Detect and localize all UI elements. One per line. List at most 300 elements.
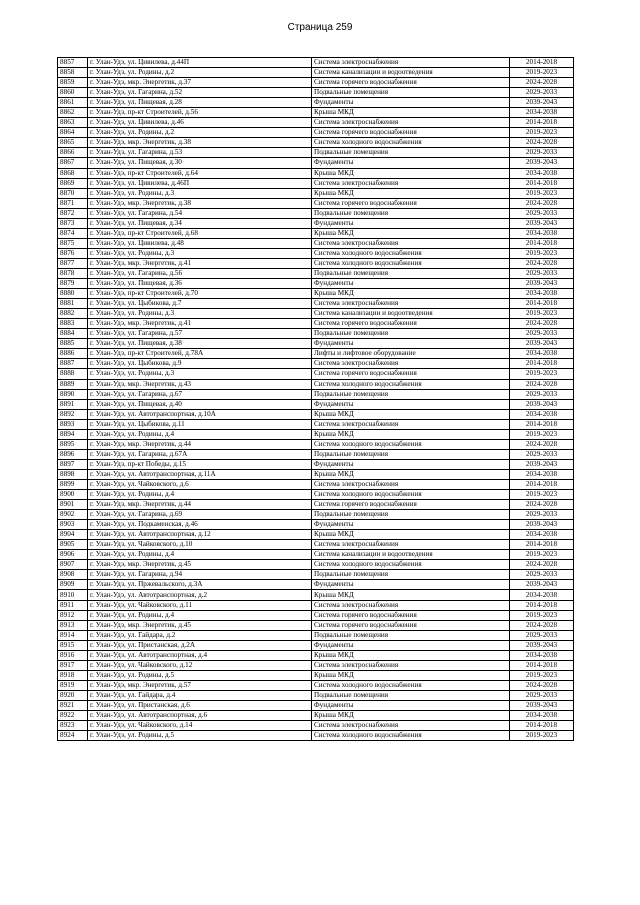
address-cell: г. Улан-Удэ, ул. Пищевая, д.38: [88, 339, 312, 349]
address-cell: г. Улан-Удэ, ул. Чайковского, д.10: [88, 540, 312, 550]
period-cell: 2019-2023: [510, 550, 574, 560]
row-number-cell: 8900: [58, 490, 88, 500]
row-number-cell: 8863: [58, 118, 88, 128]
period-cell: 2014-2018: [510, 299, 574, 309]
system-cell: Подвальные помещения: [312, 389, 510, 399]
table-row: [58, 359, 574, 369]
table-row: [58, 309, 574, 319]
table-row: [58, 620, 574, 630]
row-number-cell: 8903: [58, 520, 88, 530]
period-cell: 2024-2028: [510, 560, 574, 570]
table-row: [58, 670, 574, 680]
period-cell: 2014-2018: [510, 58, 574, 68]
address-cell: г. Улан-Удэ, ул. Родины, д.5: [88, 670, 312, 680]
table-row: [58, 329, 574, 339]
row-number-cell: 8914: [58, 630, 88, 640]
address-cell: г. Улан-Удэ, ул. Родины, д.5: [88, 731, 312, 741]
address-cell: г. Улан-Удэ, ул. Родины, д.4: [88, 550, 312, 560]
period-cell: 2034-2038: [510, 289, 574, 299]
row-number-cell: 8877: [58, 258, 88, 268]
address-cell: г. Улан-Удэ, ул. Пищевая, д.30: [88, 158, 312, 168]
table-row: [58, 349, 574, 359]
period-cell: 2024-2028: [510, 620, 574, 630]
row-number-cell: 8906: [58, 550, 88, 560]
address-cell: г. Улан-Удэ, ул. Чайковского, д.6: [88, 479, 312, 489]
row-number-cell: 8882: [58, 309, 88, 319]
row-number-cell: 8908: [58, 570, 88, 580]
period-cell: 2039-2043: [510, 701, 574, 711]
row-number-cell: 8910: [58, 590, 88, 600]
address-cell: г. Улан-Удэ, мкр. Энергетик, д.45: [88, 560, 312, 570]
period-cell: 2029-2033: [510, 208, 574, 218]
period-cell: 2034-2038: [510, 650, 574, 660]
table-row: [58, 68, 574, 78]
period-cell: 2014-2018: [510, 540, 574, 550]
table-row: [58, 630, 574, 640]
system-cell: Система электроснабжения: [312, 299, 510, 309]
table-row: [58, 78, 574, 88]
system-cell: Подвальные помещения: [312, 208, 510, 218]
row-number-cell: 8857: [58, 58, 88, 68]
system-cell: Фундаменты: [312, 640, 510, 650]
system-cell: Система горячего водоснабжения: [312, 128, 510, 138]
period-cell: 2034-2038: [510, 108, 574, 118]
period-cell: 2039-2043: [510, 459, 574, 469]
table-row: [58, 148, 574, 158]
table-row: [58, 248, 574, 258]
table-row: [58, 680, 574, 690]
row-number-cell: 8867: [58, 158, 88, 168]
period-cell: 2029-2033: [510, 148, 574, 158]
system-cell: Фундаменты: [312, 520, 510, 530]
row-number-cell: 8859: [58, 78, 88, 88]
period-cell: 2014-2018: [510, 600, 574, 610]
table-row: [58, 429, 574, 439]
system-cell: Система электроснабжения: [312, 238, 510, 248]
system-cell: Фундаменты: [312, 158, 510, 168]
system-cell: Система канализации и водоотведения: [312, 550, 510, 560]
period-cell: 2029-2033: [510, 690, 574, 700]
period-cell: 2034-2038: [510, 228, 574, 238]
row-number-cell: 8889: [58, 379, 88, 389]
period-cell: 2034-2038: [510, 590, 574, 600]
address-cell: г. Улан-Удэ, мкр. Энергетик, д.38: [88, 138, 312, 148]
table-row: [58, 701, 574, 711]
address-cell: г. Улан-Удэ, ул. Родины, д.3: [88, 309, 312, 319]
period-cell: 2029-2033: [510, 389, 574, 399]
system-cell: Система электроснабжения: [312, 721, 510, 731]
table-row: [58, 660, 574, 670]
table-row: [58, 178, 574, 188]
period-cell: 2029-2033: [510, 268, 574, 278]
period-cell: 2034-2038: [510, 168, 574, 178]
table-row: [58, 299, 574, 309]
period-cell: 2039-2043: [510, 279, 574, 289]
period-cell: 2024-2028: [510, 138, 574, 148]
address-cell: г. Улан-Удэ, ул. Пищевая, д.28: [88, 98, 312, 108]
system-cell: Крыша МКД: [312, 429, 510, 439]
system-cell: Подвальные помещения: [312, 329, 510, 339]
system-cell: Подвальные помещения: [312, 690, 510, 700]
system-cell: Система электроснабжения: [312, 419, 510, 429]
address-cell: г. Улан-Удэ, ул. Пристанская, д.6: [88, 701, 312, 711]
period-cell: 2029-2033: [510, 630, 574, 640]
system-cell: Система горячего водоснабжения: [312, 369, 510, 379]
period-cell: 2019-2023: [510, 128, 574, 138]
row-number-cell: 8888: [58, 369, 88, 379]
address-cell: г. Улан-Удэ, ул. Чайковского, д.12: [88, 660, 312, 670]
row-number-cell: 8891: [58, 399, 88, 409]
period-cell: 2039-2043: [510, 640, 574, 650]
row-number-cell: 8890: [58, 389, 88, 399]
system-cell: Подвальные помещения: [312, 630, 510, 640]
table-row: [58, 731, 574, 741]
system-cell: Система холодного водоснабжения: [312, 379, 510, 389]
row-number-cell: 8897: [58, 459, 88, 469]
row-number-cell: 8872: [58, 208, 88, 218]
address-cell: г. Улан-Удэ, ул. Гагарина, д.69: [88, 510, 312, 520]
table-row: [58, 258, 574, 268]
row-number-cell: 8884: [58, 329, 88, 339]
period-cell: 2019-2023: [510, 188, 574, 198]
period-cell: 2039-2043: [510, 580, 574, 590]
row-number-cell: 8921: [58, 701, 88, 711]
address-cell: г. Улан-Удэ, ул. Автотранспортная, д.4: [88, 650, 312, 660]
system-cell: Система электроснабжения: [312, 540, 510, 550]
table-row: [58, 379, 574, 389]
period-cell: 2029-2033: [510, 329, 574, 339]
table-row: [58, 319, 574, 329]
row-number-cell: 8864: [58, 128, 88, 138]
row-number-cell: 8895: [58, 439, 88, 449]
row-number-cell: 8920: [58, 690, 88, 700]
row-number-cell: 8874: [58, 228, 88, 238]
row-number-cell: 8881: [58, 299, 88, 309]
address-cell: г. Улан-Удэ, ул. Гагарина, д.67: [88, 389, 312, 399]
period-cell: 2029-2033: [510, 510, 574, 520]
address-cell: г. Улан-Удэ, пр-кт Победы, д.15: [88, 459, 312, 469]
table-row: [58, 610, 574, 620]
table-row: [58, 108, 574, 118]
address-cell: г. Улан-Удэ, ул. Родины, д.3: [88, 188, 312, 198]
row-number-cell: 8862: [58, 108, 88, 118]
period-cell: 2024-2028: [510, 198, 574, 208]
system-cell: Крыша МКД: [312, 409, 510, 419]
period-cell: 2029-2033: [510, 88, 574, 98]
row-number-cell: 8909: [58, 580, 88, 590]
row-number-cell: 8912: [58, 610, 88, 620]
period-cell: 2024-2028: [510, 78, 574, 88]
row-number-cell: 8883: [58, 319, 88, 329]
period-cell: 2034-2038: [510, 711, 574, 721]
address-cell: г. Улан-Удэ, ул. Пищевая, д.40: [88, 399, 312, 409]
table-row: [58, 510, 574, 520]
system-cell: Лифты и лифтовое оборудование: [312, 349, 510, 359]
system-cell: Фундаменты: [312, 399, 510, 409]
row-number-cell: 8861: [58, 98, 88, 108]
period-cell: 2034-2038: [510, 469, 574, 479]
row-number-cell: 8917: [58, 660, 88, 670]
system-cell: Система холодного водоснабжения: [312, 731, 510, 741]
address-cell: г. Улан-Удэ, ул. Пищевая, д.36: [88, 279, 312, 289]
table-row: [58, 500, 574, 510]
system-cell: Система электроснабжения: [312, 58, 510, 68]
address-cell: г. Улан-Удэ, ул. Гагарина, д.54: [88, 208, 312, 218]
row-number-cell: 8894: [58, 429, 88, 439]
address-cell: г. Улан-Удэ, ул. Гагарина, д.57: [88, 329, 312, 339]
address-cell: г. Улан-Удэ, ул. Родины, д.3: [88, 248, 312, 258]
system-cell: Система холодного водоснабжения: [312, 560, 510, 570]
system-cell: Крыша МКД: [312, 711, 510, 721]
system-cell: Фундаменты: [312, 701, 510, 711]
system-cell: Система горячего водоснабжения: [312, 610, 510, 620]
period-cell: 2024-2028: [510, 680, 574, 690]
period-cell: 2019-2023: [510, 670, 574, 680]
table-row: [58, 138, 574, 148]
row-number-cell: 8886: [58, 349, 88, 359]
period-cell: 2019-2023: [510, 309, 574, 319]
table-row: [58, 399, 574, 409]
table-row: [58, 580, 574, 590]
row-number-cell: 8899: [58, 479, 88, 489]
table-row: [58, 550, 574, 560]
address-cell: г. Улан-Удэ, мкр. Энергетик, д.41: [88, 258, 312, 268]
address-cell: г. Улан-Удэ, ул. Родины, д.2: [88, 128, 312, 138]
period-cell: 2039-2043: [510, 98, 574, 108]
address-cell: г. Улан-Удэ, ул. Родины, д.4: [88, 610, 312, 620]
row-number-cell: 8865: [58, 138, 88, 148]
row-number-cell: 8919: [58, 680, 88, 690]
row-number-cell: 8915: [58, 640, 88, 650]
address-cell: г. Улан-Удэ, мкр. Энергетик, д.43: [88, 379, 312, 389]
row-number-cell: 8875: [58, 238, 88, 248]
period-cell: 2014-2018: [510, 721, 574, 731]
table-row: [58, 459, 574, 469]
period-cell: 2019-2023: [510, 68, 574, 78]
system-cell: Система горячего водоснабжения: [312, 319, 510, 329]
table-row: [58, 168, 574, 178]
system-cell: Подвальные помещения: [312, 449, 510, 459]
system-cell: Крыша МКД: [312, 289, 510, 299]
table-row: [58, 389, 574, 399]
address-cell: г. Улан-Удэ, ул. Цивилева, д.48: [88, 238, 312, 248]
table-row: [58, 198, 574, 208]
row-number-cell: 8878: [58, 268, 88, 278]
system-cell: Система канализации и водоотведения: [312, 309, 510, 319]
system-cell: Крыша МКД: [312, 469, 510, 479]
table-row: [58, 640, 574, 650]
system-cell: Крыша МКД: [312, 108, 510, 118]
address-cell: г. Улан-Удэ, ул. Подкаменская, д.46: [88, 520, 312, 530]
table-row: [58, 128, 574, 138]
row-number-cell: 8892: [58, 409, 88, 419]
address-cell: г. Улан-Удэ, ул. Автотранспортная, д.2: [88, 590, 312, 600]
period-cell: 2014-2018: [510, 479, 574, 489]
system-cell: Система электроснабжения: [312, 178, 510, 188]
period-cell: 2024-2028: [510, 258, 574, 268]
table-row: [58, 289, 574, 299]
system-cell: Крыша МКД: [312, 188, 510, 198]
address-cell: г. Улан-Удэ, ул. Автотранспортная, д.10А: [88, 409, 312, 419]
address-cell: г. Улан-Удэ, пр-кт Строителей, д.70: [88, 289, 312, 299]
table-row: [58, 188, 574, 198]
table-row: [58, 590, 574, 600]
system-cell: Система электроснабжения: [312, 118, 510, 128]
row-number-cell: 8913: [58, 620, 88, 630]
period-cell: 2019-2023: [510, 248, 574, 258]
address-cell: г. Улан-Удэ, ул. Чайковского, д.11: [88, 600, 312, 610]
table-row: [58, 218, 574, 228]
period-cell: 2039-2043: [510, 520, 574, 530]
address-cell: г. Улан-Удэ, ул. Гагарина, д.52: [88, 88, 312, 98]
table-row: [58, 118, 574, 128]
table-row: [58, 279, 574, 289]
system-cell: Подвальные помещения: [312, 570, 510, 580]
period-cell: 2029-2033: [510, 570, 574, 580]
row-number-cell: 8869: [58, 178, 88, 188]
system-cell: Крыша МКД: [312, 590, 510, 600]
table-row: [58, 268, 574, 278]
address-cell: г. Улан-Удэ, мкр. Энергетик, д.45: [88, 620, 312, 630]
table-row: [58, 409, 574, 419]
system-cell: Крыша МКД: [312, 650, 510, 660]
address-cell: г. Улан-Удэ, пр-кт Строителей, д.68: [88, 228, 312, 238]
address-cell: г. Улан-Удэ, ул. Пристанская, д.2А: [88, 640, 312, 650]
address-cell: г. Улан-Удэ, мкр. Энергетик, д.37: [88, 78, 312, 88]
page-title: Страница 259: [287, 22, 353, 33]
system-cell: Фундаменты: [312, 339, 510, 349]
row-number-cell: 8860: [58, 88, 88, 98]
period-cell: 2034-2038: [510, 530, 574, 540]
row-number-cell: 8879: [58, 279, 88, 289]
system-cell: Фундаменты: [312, 580, 510, 590]
address-cell: г. Улан-Удэ, ул. Родины, д.2: [88, 68, 312, 78]
table-row: [58, 98, 574, 108]
address-cell: г. Улан-Удэ, ул. Гагарина, д.53: [88, 148, 312, 158]
address-cell: г. Улан-Удэ, ул. Чайковского, д.14: [88, 721, 312, 731]
system-cell: Подвальные помещения: [312, 88, 510, 98]
system-cell: Система холодного водоснабжения: [312, 680, 510, 690]
system-cell: Система холодного водоснабжения: [312, 248, 510, 258]
period-cell: 2024-2028: [510, 319, 574, 329]
table-row: [58, 419, 574, 429]
system-cell: Система горячего водоснабжения: [312, 620, 510, 630]
row-number-cell: 8873: [58, 218, 88, 228]
address-cell: г. Улан-Удэ, пр-кт Строителей, д.78А: [88, 349, 312, 359]
period-cell: 2039-2043: [510, 218, 574, 228]
address-cell: г. Улан-Удэ, ул. Цыбикова, д.9: [88, 359, 312, 369]
address-cell: г. Улан-Удэ, ул. Цивилева, д.44П: [88, 58, 312, 68]
table-row: [58, 88, 574, 98]
system-cell: Крыша МКД: [312, 168, 510, 178]
address-cell: г. Улан-Удэ, ул. Гайдара, д.2: [88, 630, 312, 640]
table-row: [58, 238, 574, 248]
system-cell: Система электроснабжения: [312, 359, 510, 369]
period-cell: 2019-2023: [510, 731, 574, 741]
address-cell: г. Улан-Удэ, ул. Пржевальского, д.3А: [88, 580, 312, 590]
address-cell: г. Улан-Удэ, ул. Цыбикова, д.7: [88, 299, 312, 309]
table-row: [58, 540, 574, 550]
table-row: [58, 530, 574, 540]
period-cell: 2029-2033: [510, 449, 574, 459]
row-number-cell: 8880: [58, 289, 88, 299]
period-cell: 2024-2028: [510, 439, 574, 449]
period-cell: 2014-2018: [510, 419, 574, 429]
system-cell: Фундаменты: [312, 98, 510, 108]
period-cell: 2024-2028: [510, 500, 574, 510]
address-cell: г. Улан-Удэ, мкр. Энергетик, д.44: [88, 500, 312, 510]
table-row: [58, 339, 574, 349]
table-row: [58, 711, 574, 721]
system-cell: Подвальные помещения: [312, 510, 510, 520]
period-cell: 2014-2018: [510, 359, 574, 369]
system-cell: Система горячего водоснабжения: [312, 500, 510, 510]
period-cell: 2019-2023: [510, 610, 574, 620]
address-cell: г. Улан-Удэ, ул. Гагарина, д.56: [88, 268, 312, 278]
table-row: [58, 228, 574, 238]
row-number-cell: 8887: [58, 359, 88, 369]
row-number-cell: 8868: [58, 168, 88, 178]
system-cell: Система горячего водоснабжения: [312, 78, 510, 88]
table-row: [58, 439, 574, 449]
system-cell: Система горячего водоснабжения: [312, 198, 510, 208]
system-cell: Подвальные помещения: [312, 148, 510, 158]
system-cell: Подвальные помещения: [312, 268, 510, 278]
address-cell: г. Улан-Удэ, ул. Автотранспортная, д.12: [88, 530, 312, 540]
table-row: [58, 600, 574, 610]
register-table: [57, 57, 574, 741]
system-cell: Система электроснабжения: [312, 660, 510, 670]
system-cell: Фундаменты: [312, 459, 510, 469]
period-cell: 2014-2018: [510, 660, 574, 670]
table-row: [58, 369, 574, 379]
table-row: [58, 650, 574, 660]
row-number-cell: 8905: [58, 540, 88, 550]
row-number-cell: 8901: [58, 500, 88, 510]
row-number-cell: 8876: [58, 248, 88, 258]
row-number-cell: 8898: [58, 469, 88, 479]
table-row: [58, 520, 574, 530]
row-number-cell: 8871: [58, 198, 88, 208]
table-row: [58, 490, 574, 500]
row-number-cell: 8911: [58, 600, 88, 610]
address-cell: г. Улан-Удэ, ул. Пищевая, д.34: [88, 218, 312, 228]
address-cell: г. Улан-Удэ, ул. Гагарина, д.94: [88, 570, 312, 580]
row-number-cell: 8858: [58, 68, 88, 78]
address-cell: г. Улан-Удэ, ул. Автотранспортная, д.11А: [88, 469, 312, 479]
address-cell: г. Улан-Удэ, мкр. Энергетик, д.57: [88, 680, 312, 690]
period-cell: 2019-2023: [510, 490, 574, 500]
row-number-cell: 8923: [58, 721, 88, 731]
system-cell: Система холодного водоснабжения: [312, 439, 510, 449]
address-cell: г. Улан-Удэ, ул. Родины, д.4: [88, 429, 312, 439]
system-cell: Фундаменты: [312, 279, 510, 289]
address-cell: г. Улан-Удэ, пр-кт Строителей, д.56: [88, 108, 312, 118]
address-cell: г. Улан-Удэ, ул. Автотранспортная, д.6: [88, 711, 312, 721]
period-cell: 2039-2043: [510, 399, 574, 409]
row-number-cell: 8866: [58, 148, 88, 158]
row-number-cell: 8896: [58, 449, 88, 459]
period-cell: 2039-2043: [510, 158, 574, 168]
table-row: [58, 158, 574, 168]
table-row: [58, 449, 574, 459]
period-cell: 2019-2023: [510, 369, 574, 379]
period-cell: 2024-2028: [510, 379, 574, 389]
table-row: [58, 721, 574, 731]
table-row: [58, 208, 574, 218]
system-cell: Система канализации и водоотведения: [312, 68, 510, 78]
address-cell: г. Улан-Удэ, ул. Цивилева, д.46П: [88, 178, 312, 188]
